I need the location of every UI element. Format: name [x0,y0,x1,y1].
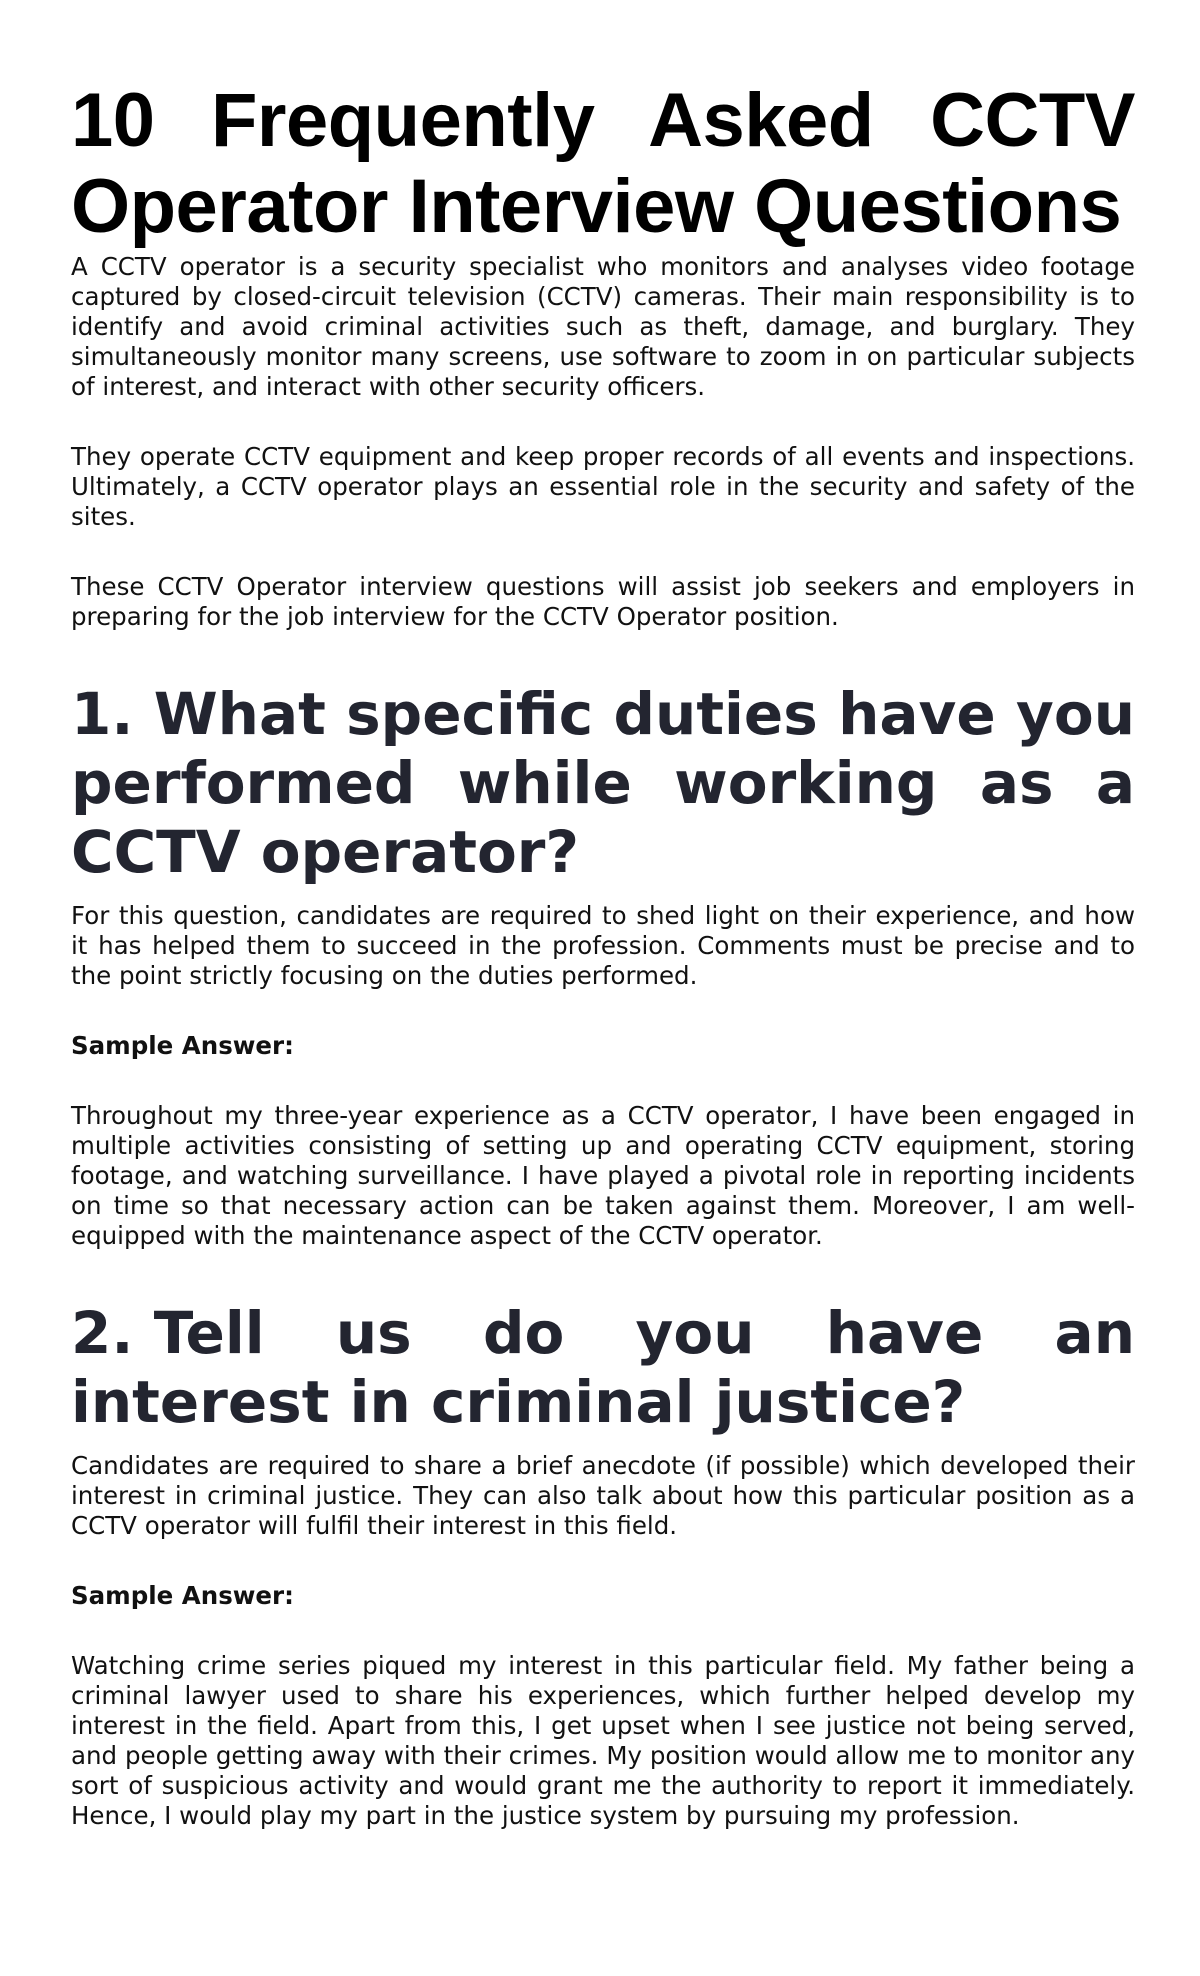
article [71,78,1135,1831]
question-title: What specific duties have you performed while working as a CCTV operator? [71,680,1135,886]
question-2 [71,1299,1135,1831]
page-title: 10 Frequently Asked CCTV Operator Interview Questions [71,78,1135,249]
sample-answer-label: Sample Answer: [71,1031,294,1060]
question-heading [71,1299,1135,1437]
question-number: 1. [71,680,134,748]
question-1 [71,680,1135,1251]
sample-answer-label: Sample Answer: [71,1581,294,1610]
intro-paragraph: They operate CCTV equipment and keep proper records of all events and inspections. Ultimately, a CCTV operator plays an essential role in the security and safety of the sites. [71,442,1135,531]
intro-paragraph: A CCTV operator is a security specialist who monitors and analyses video footage captured by closed-circuit television (CCTV) cameras. Their main responsibility is to identify and avoid criminal activities such as theft, damage, and burglary. They simultaneously monitor many screens, use software to zoom in on particular subjects of interest, and interact with other security officers. [71,252,1135,401]
question-guidance: Candidates are required to share a brief anecdote (if possible) which developed their interest in criminal justice. They can also talk about how this particular position as a CCTV operator will fulfil their interest in this field. [71,1451,1135,1540]
question-title: Tell us do you have an interest in criminal justice? [71,1299,1135,1436]
question-heading [71,680,1135,887]
question-number: 2. [71,1299,134,1367]
sample-answer-text: Watching crime series piqued my interest in this particular field. My father being a criminal lawyer used to share his experiences, which further helped develop my interest in the field. Apart from this, I get upset when I see justice not being served, and people getting away with their crimes. My position would allow me to monitor any sort of suspicious activity and would grant me the authority to report it immediately. Hence, I would play my part in the justice system by pursuing my profession. [71,1651,1135,1830]
question-guidance: For this question, candidates are required to shed light on their experience, and how it has helped them to succeed in the profession. Comments must be precise and to the point strictly focusing on the duties performed. [71,901,1135,990]
intro-paragraph: These CCTV Operator interview questions will assist job seekers and employers in preparing for the job interview for the CCTV Operator position. [71,572,1135,631]
sample-answer-text: Throughout my three-year experience as a CCTV operator, I have been engaged in multiple activities consisting of setting up and operating CCTV equipment, storing footage, and watching surveillance. I have played a pivotal role in reporting incidents on time so that necessary action can be taken against them. Moreover, I am well-equipped with the maintenance aspect of the CCTV operator. [71,1101,1135,1250]
